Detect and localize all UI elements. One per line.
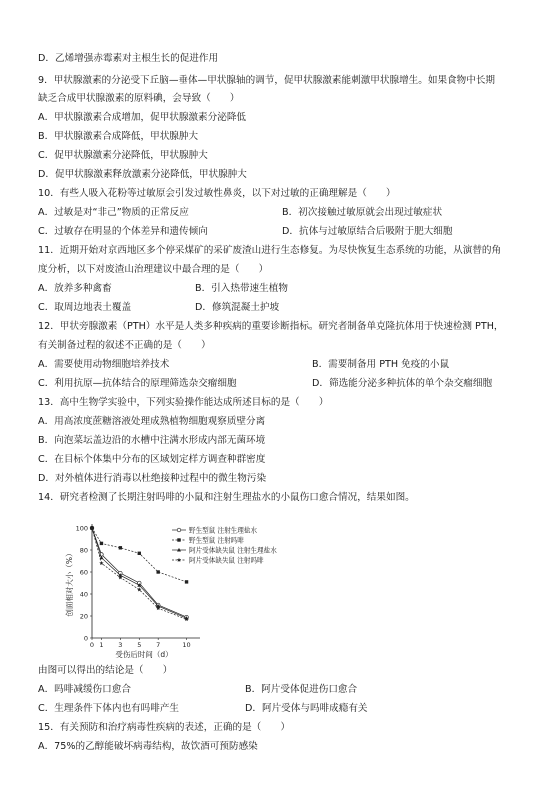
- series-line: [92, 528, 187, 618]
- q12-option-b: B．需要制备用 PTH 免疫的小鼠: [312, 359, 450, 370]
- chart-legend: [172, 525, 277, 564]
- q13-option-b: B．向泡菜坛盖边沿的水槽中注满水形成内部无菌环境: [38, 435, 266, 446]
- series-line: [92, 528, 187, 617]
- data-point: [177, 538, 180, 541]
- q8-option-d: D．乙烯增强赤霉素对主根生长的促进作用: [38, 53, 219, 64]
- q9-option-c: C．促甲状腺激素分泌降低，甲状腺肿大: [38, 150, 208, 161]
- q13-option-d: D．对外植体进行消毒以杜绝接种过程中的微生物污染: [38, 473, 267, 484]
- x-tick-label: 3: [118, 641, 123, 649]
- legend-label: 阿片受体缺失鼠 注射生理盐水: [189, 546, 277, 555]
- q14-option-a: A．吗啡减缓伤口愈合: [38, 684, 131, 695]
- y-tick-label: 60: [79, 568, 88, 577]
- data-point: [177, 558, 181, 562]
- q12-stem-line1: 12．甲状旁腺激素（PTH）水平是人类多种疾病的重要诊断指标。研究者制备单克隆抗体用于快速检测 PTH，: [38, 321, 504, 332]
- q9-stem-line1: 9．甲状腺激素的分泌受下丘脑—垂体—甲状腺轴的调节，促甲状腺激素能刺激甲状腺增生。如果食物中长期: [38, 75, 496, 86]
- q14-option-c: C．生理条件下体内也有吗啡产生: [38, 703, 180, 714]
- q11-stem-line1: 11．近期开始对京西地区多个停采煤矿的采矿废渣山进行生态修复。为尽快恢复生态系统的功能，从演替的角: [38, 245, 502, 256]
- x-tick-label: 0: [89, 641, 95, 649]
- x-tick-label: 10: [182, 641, 191, 649]
- y-tick-label: 0: [83, 634, 88, 643]
- q13-option-a: A．用高浓度蔗糖溶液处理成熟植物细胞观察质壁分离: [38, 416, 266, 427]
- x-tick-label: 7: [156, 641, 161, 649]
- q14-conclusion: 由图可以得出的结论是（ ）: [38, 665, 173, 676]
- q10-option-a: A．过敏是对“非己”物质的正常反应: [38, 207, 189, 218]
- q11-option-d: D．修筑混凝土护坡: [195, 302, 280, 313]
- data-point: [185, 580, 188, 583]
- q11-option-a: A．放养多种禽畜: [38, 283, 112, 294]
- y-tick-label: 100: [75, 524, 88, 533]
- data-point: [177, 528, 181, 532]
- q14-stem: 14．研究者检测了长期注射吗啡的小鼠和注射生理盐水的小鼠伤口愈合情况，结果如图。: [38, 492, 415, 503]
- q12-option-a: A．需要使用动物细胞培养技术: [38, 359, 170, 370]
- q15-stem: 15．有关预防和治疗病毒性疾病的表述，正确的是（ ）: [38, 722, 291, 733]
- x-tick-label: 1: [99, 641, 104, 649]
- y-tick-label: 80: [79, 546, 88, 555]
- x-tick-label: 5: [137, 641, 142, 649]
- q15-option-a: A．75%的乙醇能破坏病毒结构，故饮酒可预防感染: [38, 741, 258, 752]
- data-point: [138, 552, 141, 555]
- x-axis-label: 受伤后时间（d）: [115, 650, 173, 659]
- y-axis-label: 创面相对大小（%）: [65, 549, 74, 617]
- data-point: [100, 542, 103, 545]
- q9-option-a: A．甲状腺激素合成增加，促甲状腺激素分泌降低: [38, 112, 247, 123]
- data-point: [119, 546, 122, 549]
- q13-stem: 13．高中生物学实验中，下列实验操作能达成所述目标的是（ ）: [38, 397, 329, 408]
- q12-option-d: D．筛选能分泌多种抗体的单个杂交瘤细胞: [312, 378, 493, 389]
- q12-stem-line2: 有关制备过程的叙述不正确的是（ ）: [38, 340, 211, 351]
- q9-stem-line2: 缺乏合成甲状腺激素的原料碘，会导致（ ）: [38, 93, 240, 104]
- q13-option-c: C．在目标个体集中分布的区域划定样方调查种群密度: [38, 454, 266, 465]
- q9-option-b: B．甲状腺激素合成降低，甲状腺肿大: [38, 131, 199, 142]
- q11-stem-line2: 度分析，以下对废渣山治理建议中最合理的是（ ）: [38, 264, 269, 275]
- legend-label: 阿片受体缺失鼠 注射吗啡: [189, 556, 264, 565]
- legend-label: 野生型鼠 注射吗啡: [189, 536, 244, 545]
- q14-option-b: B．阿片受体促进伤口愈合: [245, 684, 358, 695]
- series-2: [90, 526, 188, 583]
- q9-option-d: D．促甲状腺激素释放激素分泌降低，甲状腺肿大: [38, 169, 247, 180]
- y-tick-label: 40: [79, 590, 88, 599]
- chart-ticks: [76, 524, 191, 649]
- chart-axes: [92, 524, 200, 638]
- data-point: [99, 561, 103, 565]
- q14-option-d: D．阿片受体与吗啡成瘾有关: [245, 703, 368, 714]
- y-tick-label: 20: [79, 612, 88, 621]
- q11-option-c: C．取周边地表土覆盖: [38, 302, 132, 313]
- q10-option-c: C．过敏存在明显的个体差异和遗传倾向: [38, 226, 208, 237]
- series-line: [92, 528, 187, 619]
- q10-stem: 10．有些人吸入花粉等过敏原会引发过敏性鼻炎，以下对过敏的正确理解是（ ）: [38, 188, 396, 199]
- legend-label: 野生型鼠 注射生理盐水: [189, 526, 258, 535]
- q10-option-d: D．抗体与过敏原结合后吸附于肥大细胞: [282, 226, 453, 237]
- wound-healing-line-chart: [60, 520, 310, 660]
- q12-option-c: C．利用抗原—抗体结合的原理筛选杂交瘤细胞: [38, 378, 237, 389]
- data-point: [156, 570, 159, 573]
- q11-option-b: B．引入热带速生植物: [195, 283, 288, 294]
- q10-option-b: B．初次接触过敏原就会出现过敏症状: [282, 207, 443, 218]
